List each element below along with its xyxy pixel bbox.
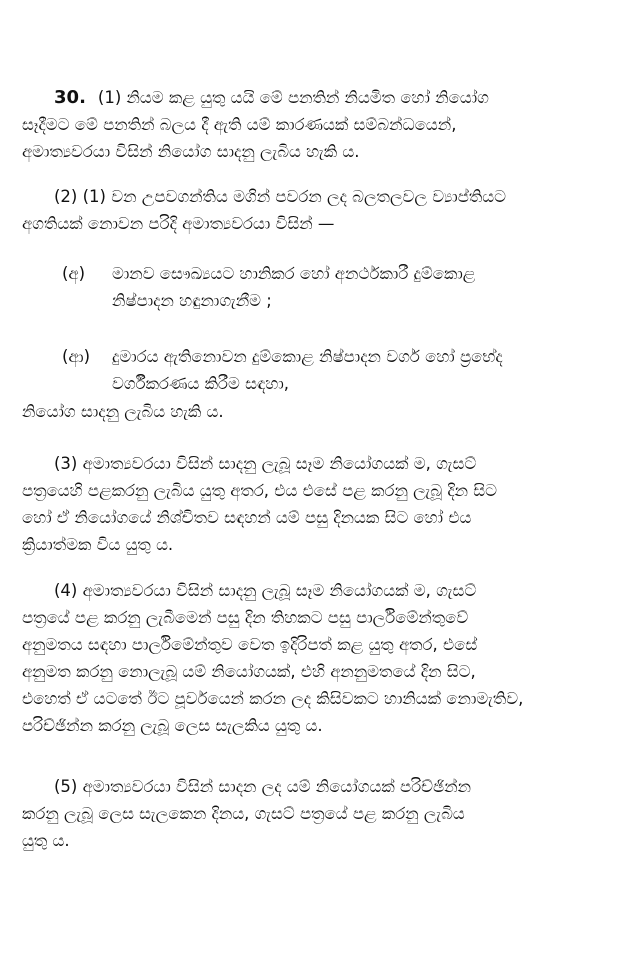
subsection-4-line-4: අනුමත කරනු නොලැබූ යම් නියෝගයක්, එහි අනනුමතයේ දින සිට, <box>22 662 476 681</box>
subsection-4-line-5: එහෙත් ඒ යටතේ ඊට පූර්වයෙන් කරන ලද කිසිවකට හානියක් නොමැතිව, <box>22 689 524 708</box>
section-number: 30. <box>54 87 86 108</box>
subsection-4-line-3: අනුමතය සඳහා පාර්ලිමේන්තුව වෙත ඉදිරිපත් කළ යුතු අතර, එසේ <box>22 635 478 654</box>
item-a <box>62 260 610 314</box>
subsection-5-line-3: යුතු ය. <box>22 831 70 850</box>
subsection-1-line-2: සෑදීමට මේ පනතින් බලය දී ඇති යම් කාරණයක් සම්බන්ධයෙන්, <box>22 115 457 134</box>
item-a-line-2: නිෂ්පාදන හඳුනාගැනීම ; <box>112 291 272 310</box>
subsection-1 <box>22 84 612 165</box>
subsection-4-line-1: (4) අමාත්‍යවරයා විසින් සාදනු ලැබූ සෑම නියෝගයක් ම, ගැසට් <box>54 581 477 600</box>
subsection-5-line-1: (5) අමාත්‍යවරයා විසින් සාදන ලද යම් නියෝගයක් පරිච්ඡින්න <box>54 777 471 796</box>
item-a-line-1: මානව සෞඛ්‍යයට හානිකර හෝ අනර්ථකාරී දුම්කොළ <box>112 264 476 283</box>
subsection-3-line-4: ක්‍රියාත්මක විය යුතු ය. <box>22 535 174 554</box>
item-aa-line-1: දුමාරය ඇතිනොවන දුම්කොළ නිෂ්පාදන වර්ග හෝ ප්‍රභේද <box>112 347 503 366</box>
subsection-5 <box>22 773 612 854</box>
subsection-1-line-1: (1) නියම කළ යුතු යයි මේ පනතින් නියමිත හෝ නියෝග <box>97 88 489 107</box>
subsection-3-line-3: හෝ ඒ නියෝගයේ නිශ්චිතව සඳහන් යම් පසු දිනයක සිට හෝ එය <box>22 508 472 527</box>
subsection-2-tail <box>22 398 612 425</box>
subsection-2 <box>22 183 612 237</box>
subsection-4 <box>22 577 612 739</box>
subsection-4-line-2: පත්‍රයේ පළ කරනු ලැබීමෙන් පසු දින තිහකට පසු පාර්ලිමේන්තුවේ <box>22 608 469 627</box>
subsection-5-line-2: කරනු ලැබූ ලෙස සැලකෙන දිනය, ගැසට් පත්‍රයේ පළ කරනු ලැබිය <box>22 804 465 823</box>
subsection-2-line-2: අගතියක් නොවන පරිදි අමාත්‍යවරයා විසින් — <box>22 214 335 233</box>
subsection-2-tail-line: නියෝග සාදනු ලැබිය හැකි ය. <box>22 402 224 421</box>
subsection-2-line-1: (2) (1) වන උපවගන්තිය මගින් පවරන ලද බලතලවල ව්‍යාප්තියට <box>54 187 507 206</box>
item-a-marker: (අ) <box>62 264 86 283</box>
subsection-4-line-6: පරිච්ඡින්න කරනු ලැබූ ලෙස සැලකිය යුතු ය. <box>22 716 323 735</box>
item-aa-line-2: වර්ගීකරණය කිරීම සඳහා, <box>112 374 290 393</box>
item-aa <box>62 343 610 397</box>
subsection-3-line-1: (3) අමාත්‍යවරයා විසින් සාදනු ලැබූ සෑම නියෝගයක් ම, ගැසට් <box>54 454 477 473</box>
item-aa-marker: (ආ) <box>62 347 91 366</box>
subsection-1-line-3: අමාත්‍යවරයා විසින් නියෝග සාදනු ලැබිය හැකි ය. <box>22 142 360 161</box>
subsection-3 <box>22 450 612 558</box>
subsection-3-line-2: පත්‍රයෙහි පළකරනු ලැබිය යුතු අතර, එය එසේ පළ කරනු ලැබූ දින සිට <box>22 481 498 500</box>
